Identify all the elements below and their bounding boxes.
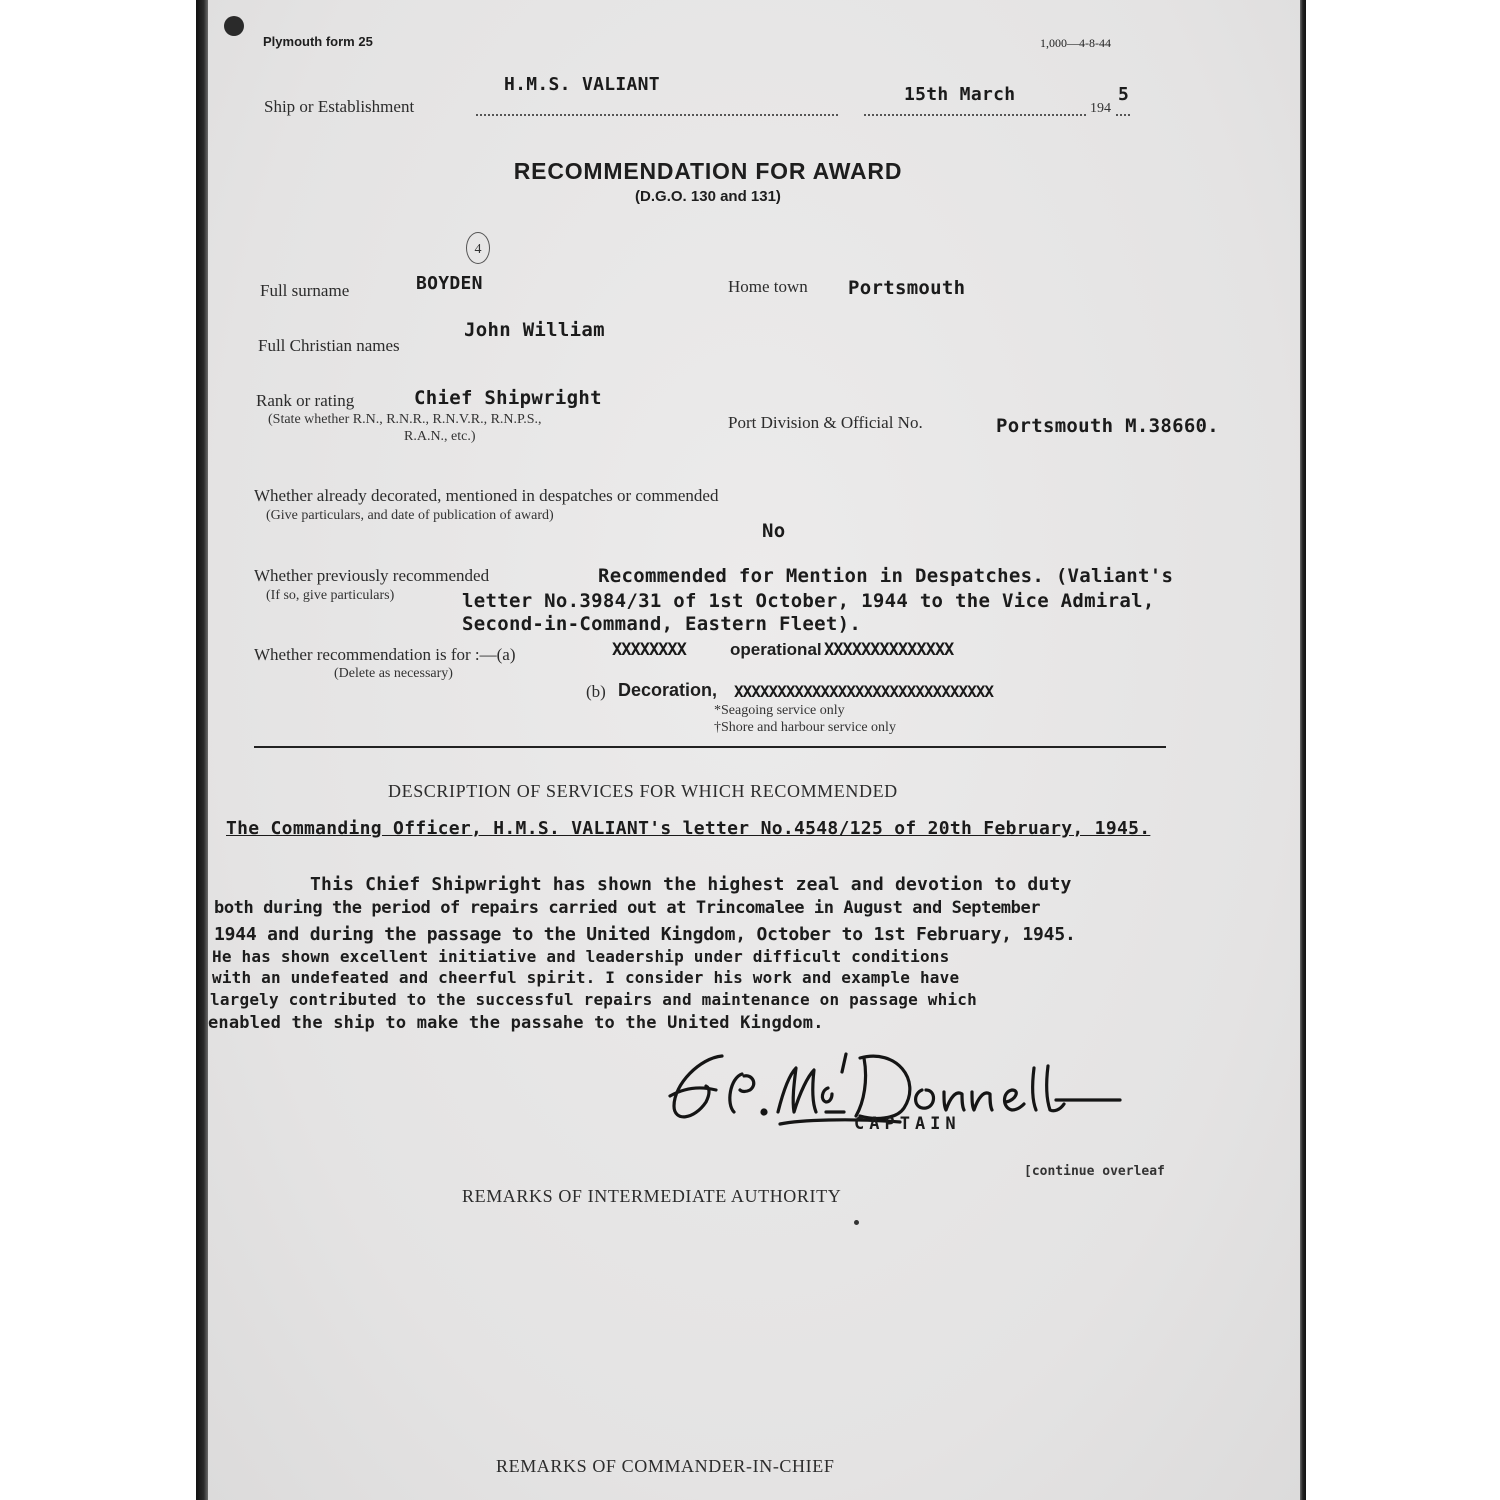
section-divider bbox=[254, 746, 1166, 748]
port-value: Portsmouth M.38660. bbox=[996, 415, 1220, 437]
prev-label: Whether previously recommended bbox=[254, 566, 490, 585]
body-line-4: He has shown excellent initiative and leadership under difficult conditions bbox=[212, 947, 950, 966]
prev-value-1: Recommended for Mention in Despatches. (Valiant's bbox=[598, 565, 1174, 587]
print-code: 1,000—4-8-44 bbox=[1040, 36, 1111, 50]
body-line-7: enabled the ship to make the passahe to the United Kingdom. bbox=[208, 1013, 824, 1033]
punch-hole-icon bbox=[224, 16, 244, 36]
rec-b-word: Decoration, bbox=[618, 680, 718, 700]
date-dotted-line bbox=[864, 114, 1086, 116]
body-line-1: This Chief Shipwright has shown the highest zeal and devotion to duty bbox=[310, 874, 1072, 895]
port-label: Port Division & Official No. bbox=[728, 413, 923, 432]
ship-dotted-line bbox=[476, 114, 838, 116]
hometown-label: Home town bbox=[728, 277, 808, 296]
description-reference: The Commanding Officer, H.M.S. VALIANT's letter No.4548/125 of 20th February, 1945. bbox=[226, 818, 1151, 839]
form-subtitle: (D.G.O. 130 and 131) bbox=[635, 188, 781, 205]
decorated-label: Whether already decorated, mentioned in despatches or commended bbox=[254, 486, 719, 505]
rec-a-word: operational bbox=[730, 640, 822, 659]
signature-text bbox=[1208, 1000, 1216, 1001]
rec-a-struck-1: XXXXXXXX bbox=[612, 640, 686, 660]
body-line-5: with an undefeated and cheerful spirit. I consider his work and example have bbox=[212, 968, 960, 987]
ship-value: H.M.S. VALIANT bbox=[504, 74, 660, 95]
prev-note: (If so, give particulars) bbox=[266, 588, 395, 603]
surname-value: BOYDEN bbox=[416, 273, 483, 294]
hometown-value: Portsmouth bbox=[848, 277, 966, 299]
date-value: 15th March bbox=[904, 84, 1016, 105]
form-id: Plymouth form 25 bbox=[263, 34, 373, 49]
decorated-value: No bbox=[762, 520, 786, 542]
rec-b-struck: XXXXXXXXXXXXXXXXXXXXXXXXXXXXXX bbox=[734, 682, 993, 701]
ship-label: Ship or Establishment bbox=[264, 97, 415, 116]
signature-title: CAPTAIN bbox=[854, 1114, 961, 1134]
circled-mark bbox=[466, 232, 490, 264]
description-heading: DESCRIPTION OF SERVICES FOR WHICH RECOMMENDED bbox=[388, 781, 898, 801]
footnote-shore: †Shore and harbour service only bbox=[714, 720, 896, 735]
stray-dot bbox=[854, 1220, 859, 1225]
circled-mark-text: 4 bbox=[474, 242, 482, 257]
christian-label: Full Christian names bbox=[258, 336, 400, 355]
form-title: RECOMMENDATION FOR AWARD bbox=[513, 158, 903, 184]
prev-value-3: Second-in-Command, Eastern Fleet). bbox=[462, 613, 862, 635]
rank-note-1: (State whether R.N., R.N.R., R.N.V.R., R.N.P.S., bbox=[268, 412, 542, 427]
year-dotted-line bbox=[1116, 114, 1130, 116]
form-sheet bbox=[208, 0, 1300, 1500]
christian-value: John William bbox=[464, 319, 605, 341]
body-line-2: both during the period of repairs carried out at Trincomalee in August and September bbox=[214, 898, 1041, 918]
year-suffix: 5 bbox=[1118, 84, 1130, 105]
continue-note: [continue overleaf bbox=[1024, 1164, 1165, 1179]
body-line-3: 1944 and during the passage to the United Kingdom, October to 1st February, 1945. bbox=[214, 924, 1076, 945]
surname-label: Full surname bbox=[260, 281, 350, 300]
rank-label: Rank or rating bbox=[256, 391, 355, 410]
prev-value-2: letter No.3984/31 of 1st October, 1944 to the Vice Admiral, bbox=[462, 590, 1155, 612]
footnote-seagoing: *Seagoing service only bbox=[714, 703, 845, 718]
rec-a-struck-2: XXXXXXXXXXXXXX bbox=[824, 640, 954, 660]
rec-label: Whether recommendation is for :—(a) bbox=[254, 645, 516, 664]
remarks-cinc-heading: REMARKS OF COMMANDER-IN-CHIEF bbox=[496, 1456, 835, 1476]
rank-value: Chief Shipwright bbox=[414, 387, 602, 409]
rec-b-label: (b) bbox=[586, 682, 606, 701]
year-prefix: 194 bbox=[1090, 101, 1111, 116]
decorated-note: (Give particulars, and date of publication of award) bbox=[266, 508, 554, 523]
rec-note: (Delete as necessary) bbox=[334, 666, 453, 681]
body-line-6: largely contributed to the successful repairs and maintenance on passage which bbox=[210, 990, 977, 1009]
rank-note-2: R.A.N., etc.) bbox=[404, 429, 476, 444]
remarks-intermediate-heading: REMARKS OF INTERMEDIATE AUTHORITY bbox=[462, 1186, 842, 1206]
